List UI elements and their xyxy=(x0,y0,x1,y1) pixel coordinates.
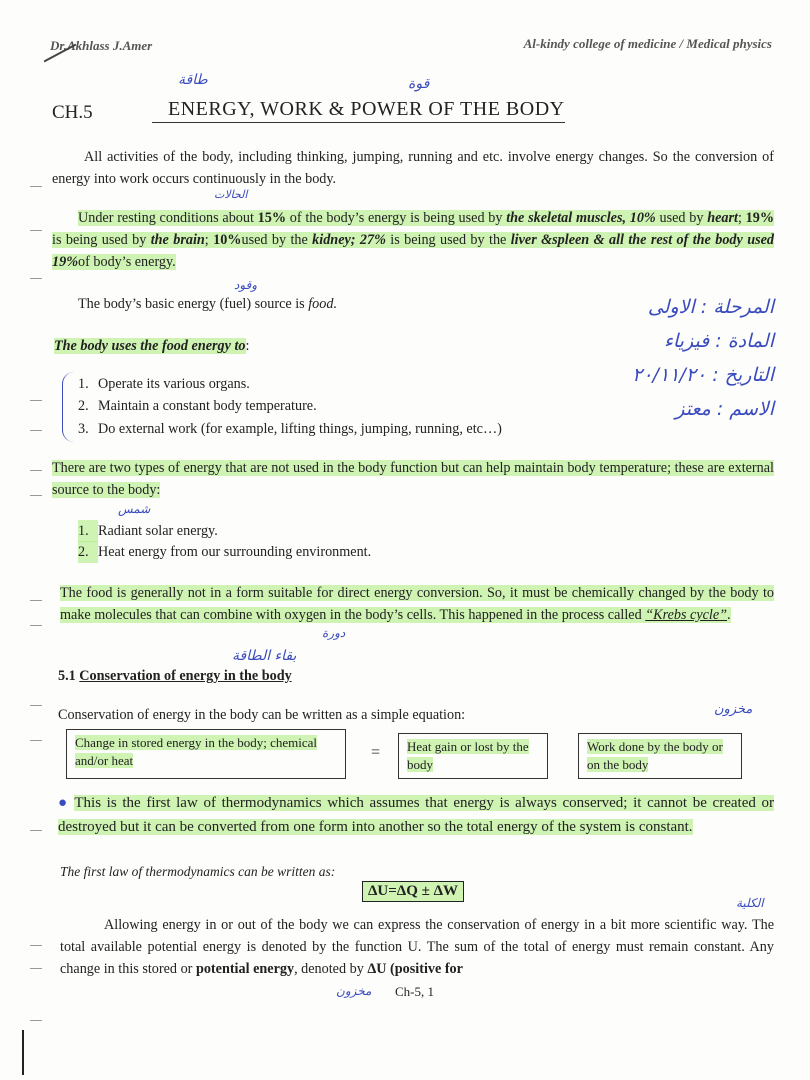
margin-mark xyxy=(30,470,42,471)
annotation-conservation: بقاء الطاقة xyxy=(232,648,297,664)
chapter-number: CH.5 xyxy=(52,102,93,123)
page-number: Ch-5, 1 xyxy=(395,984,434,999)
annotation-stage: المرحلة : الاولى xyxy=(647,296,774,318)
annotation-stored: مخزون xyxy=(714,702,753,717)
annotation-stored-footer: مخزون xyxy=(336,984,372,998)
section-heading: 5.1 Conservation of energy in the body xyxy=(58,668,292,684)
external-energy-paragraph: There are two types of energy that are not used in the body function but can help maintain body temperature; these are external source to the body: xyxy=(52,460,774,498)
conservation-paragraph: Allowing energy in or out of the body we can express the conservation of energy in a bit more scientific way. The total available potential energy is denoted by the function U. The sum of the total of energy must remain constant. Any change in this stored or potential energy, denoted by ΔU (positive for xyxy=(60,917,774,977)
intro-paragraph: All activities of the body, including thinking, jumping, running and etc. involve energy changes. So the conversion of energy into work occurs continuously in the body. xyxy=(52,149,774,187)
margin-mark xyxy=(30,495,42,496)
annotation-cycle: دورة xyxy=(322,626,346,640)
margin-mark xyxy=(30,968,42,969)
margin-mark xyxy=(30,186,42,187)
equation-intro: Conservation of energy in the body can be written as a simple equation: xyxy=(58,707,466,723)
annotation-power: قوة xyxy=(408,76,430,92)
margin-mark xyxy=(30,945,42,946)
first-law-formula: ΔU=ΔQ ± ΔW xyxy=(362,881,464,902)
work-box: Work done by the body or on the body xyxy=(578,733,742,779)
margin-mark xyxy=(30,278,42,279)
uses-heading: The body uses the food energy to: xyxy=(54,338,250,354)
annotation-sun: شمس xyxy=(118,502,151,516)
margin-mark xyxy=(30,740,42,741)
annotation-total: الكلية xyxy=(736,896,764,910)
margin-mark xyxy=(30,1020,42,1021)
annotation-fuel: وقود xyxy=(234,278,258,292)
annotation-states: الحالات xyxy=(214,188,248,201)
annotation-energy: طاقة xyxy=(178,72,208,88)
stored-energy-box: Change in stored energy in the body; chemical and/or heat xyxy=(66,729,346,779)
external-item: 1. Radiant solar energy. xyxy=(78,520,218,542)
margin-mark xyxy=(30,625,42,626)
first-law-paragraph: ● This is the first law of thermodynamics which assumes that energy is always conserved; it cannot be created or destroyed but it can be converted from one form into another so the total energy of the system is constant. xyxy=(58,795,774,835)
fuel-sentence: The body’s basic energy (fuel) source is food. xyxy=(78,296,337,312)
margin-mark xyxy=(30,230,42,231)
author-name: Dr.Akhlass J.Amer xyxy=(50,38,153,53)
uses-item: 2. Maintain a constant body temperature. xyxy=(78,398,317,414)
college-name: Al-kindy college of medicine / Medical physics xyxy=(523,36,772,51)
equals-sign: = xyxy=(371,744,381,761)
margin-mark xyxy=(30,830,42,831)
energy-distribution-paragraph: Under resting conditions about 15% of the body’s energy is being used by the skeletal muscles, 10% used by heart; 19% is being used by the brain; 10%used by the kidney; 27% is being used by the liver &spleen & all the rest of the body used 19%of body’s energy. xyxy=(52,210,774,270)
annotation-date: التاريخ : ٢٠/١١/٢٠ xyxy=(632,364,774,386)
first-law-label: The first law of thermodynamics can be written as: xyxy=(60,864,336,879)
annotation-subject: المادة : فيزياء xyxy=(663,330,774,352)
margin-mark xyxy=(30,400,42,401)
margin-mark xyxy=(30,430,42,431)
heat-box: Heat gain or lost by the body xyxy=(398,733,548,779)
annotation-name: الاسم : معتز xyxy=(675,398,774,420)
external-item: 2. Heat energy from our surrounding environment. xyxy=(78,541,371,563)
margin-mark xyxy=(30,600,42,601)
chapter-title: ENERGY, WORK & POWER OF THE BODY xyxy=(152,98,565,123)
krebs-paragraph: The food is generally not in a form suitable for direct energy conversion. So, it must be chemically changed by the body to make molecules that can combine with oxygen in the body’s cells. This happened in the process called “Krebs cycle”. xyxy=(60,585,774,623)
uses-item: 3. Do external work (for example, lifting things, jumping, running, etc…) xyxy=(78,421,502,437)
uses-item: 1. Operate its various organs. xyxy=(78,376,250,392)
margin-mark xyxy=(30,705,42,706)
page-edge-line xyxy=(22,1030,24,1075)
